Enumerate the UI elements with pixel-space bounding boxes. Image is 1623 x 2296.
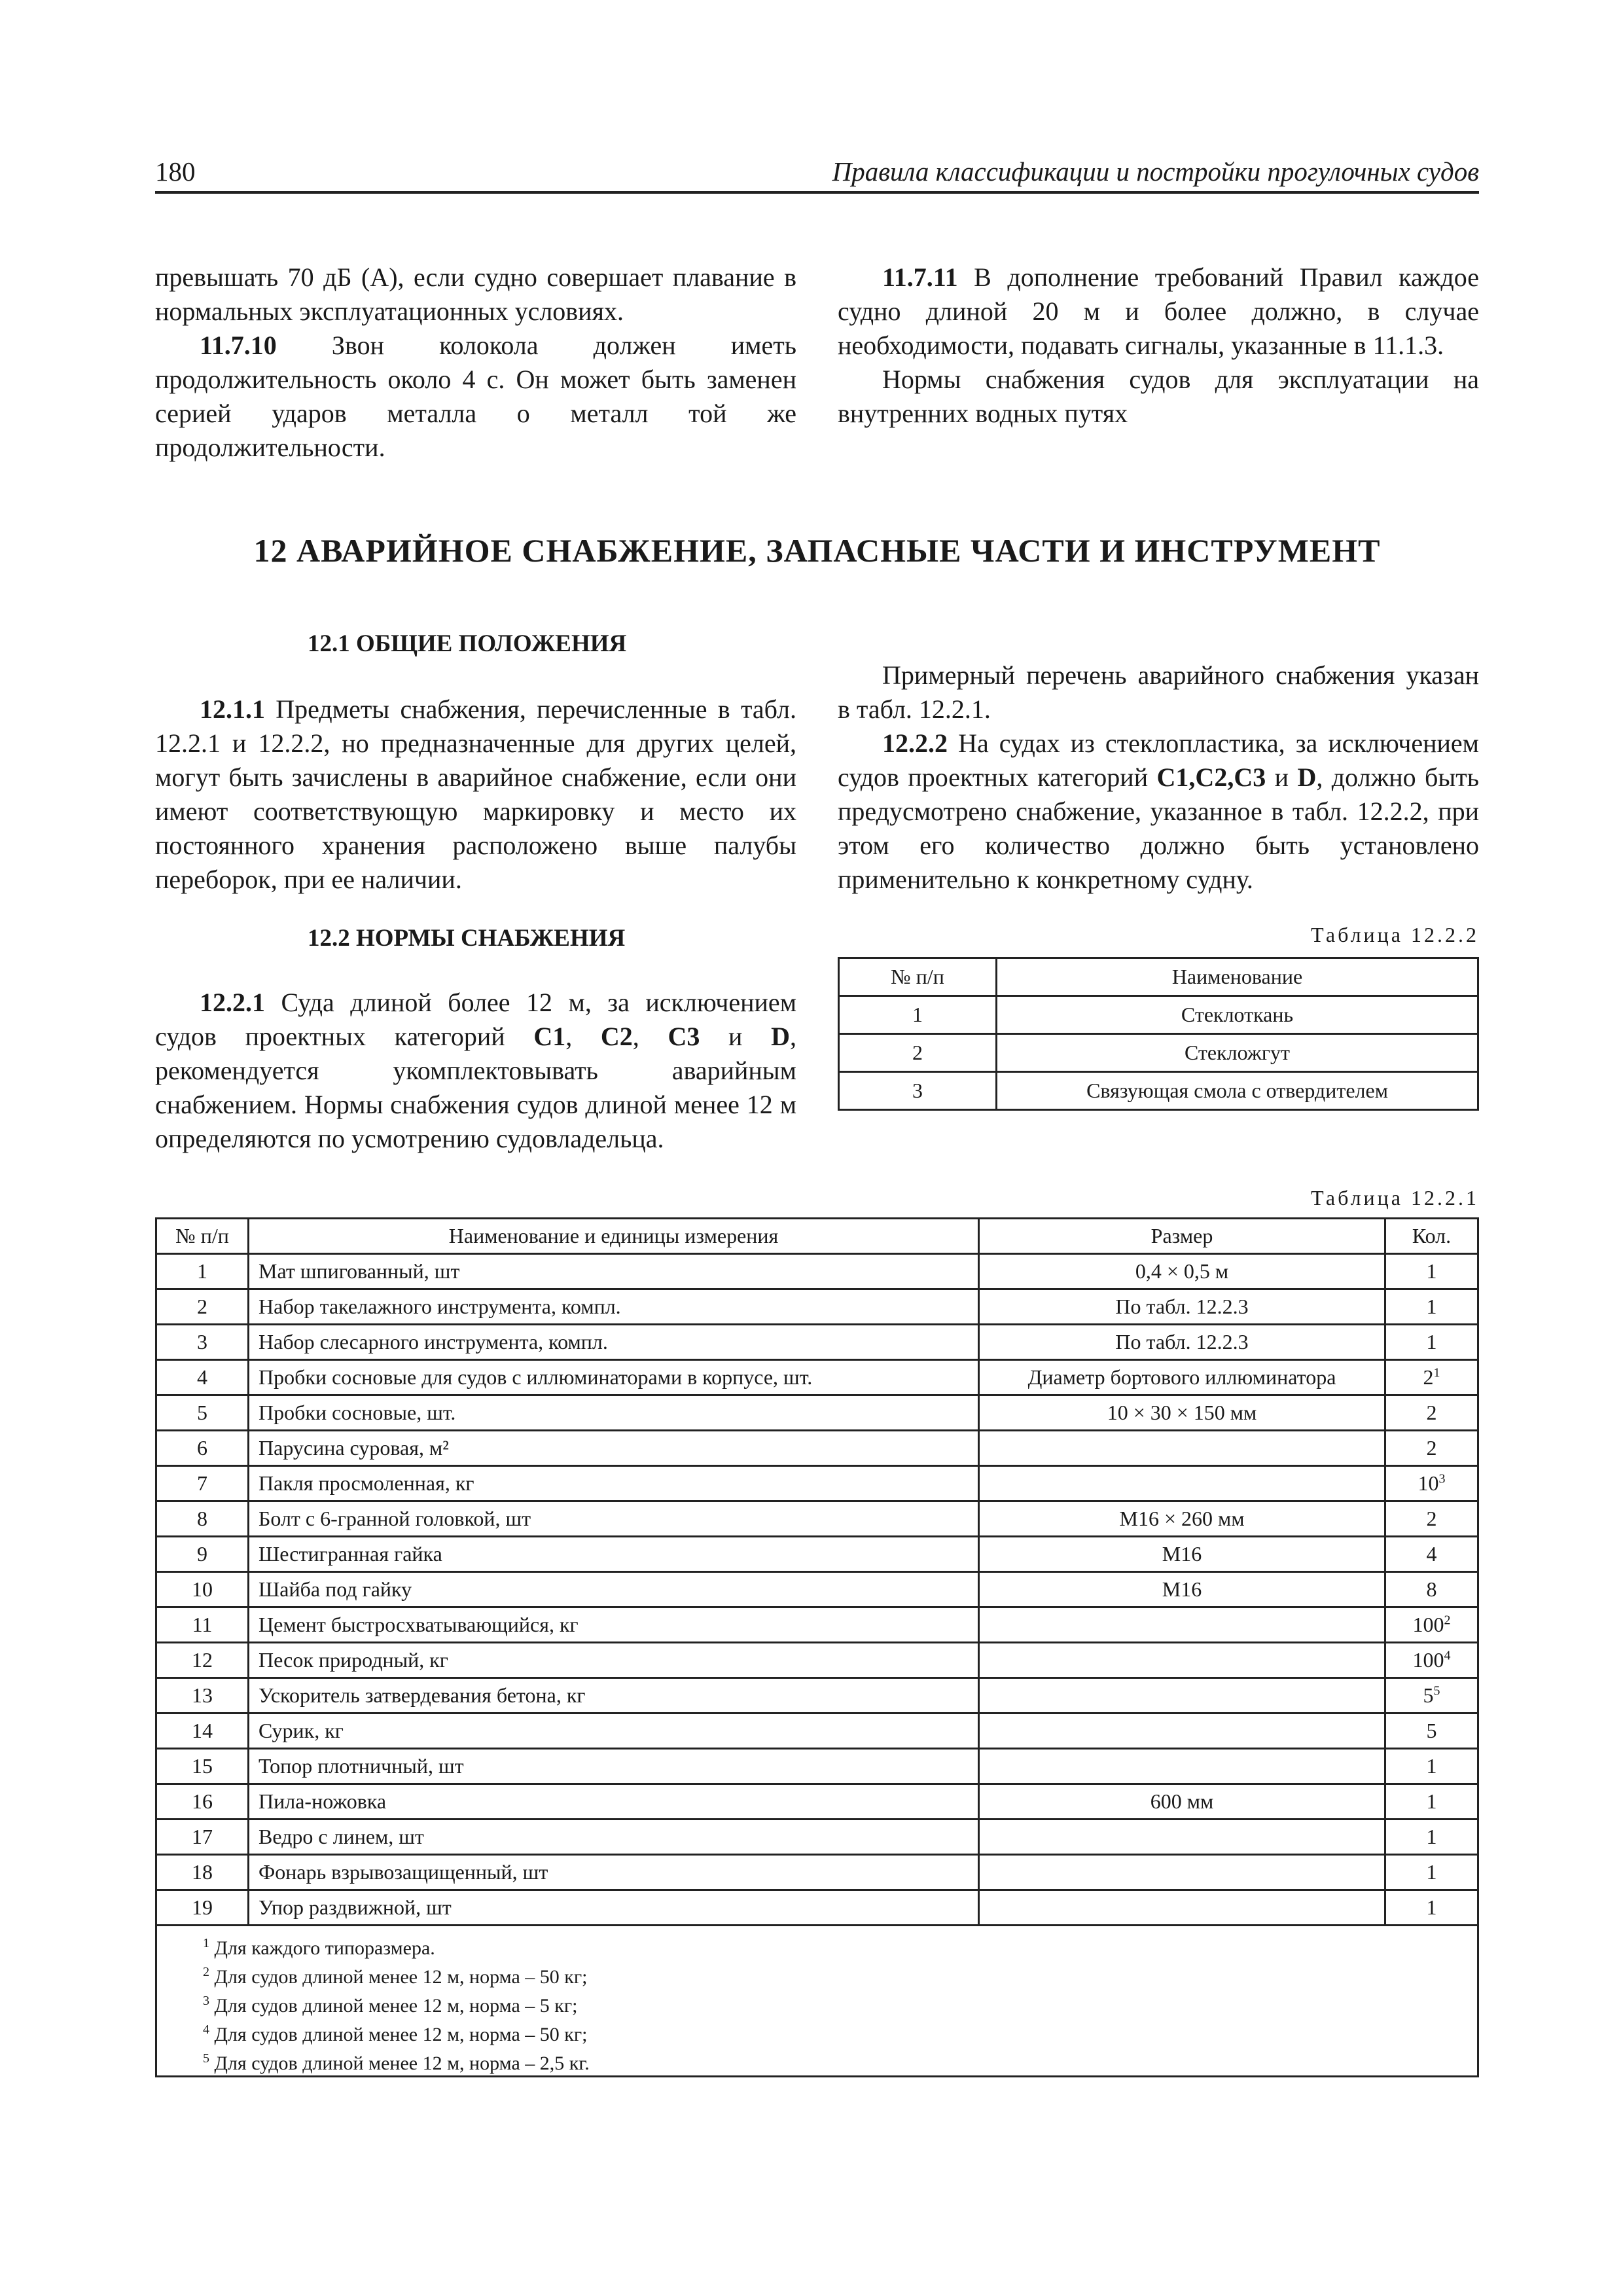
row-number-text: 6 — [197, 1436, 207, 1460]
row-quantity-text: 2 — [1426, 1436, 1437, 1460]
row-number-text: 2 — [197, 1295, 207, 1318]
clause-text: , должно быть предусмотрено снабжение, указанное в табл. 12.2.2, при этом его количество должно быть установлено применительно к конкретному судну. — [838, 762, 1480, 894]
row-number — [156, 1820, 249, 1855]
table-row — [156, 1254, 1478, 1289]
row-size — [979, 1678, 1385, 1713]
footnote-marker: 4 — [1444, 1648, 1451, 1663]
row-size — [979, 1890, 1385, 1926]
column-header: Наименование и единицы измерения — [249, 1219, 979, 1254]
row-name-text: Ведро с линем, шт — [259, 1825, 424, 1848]
footnote — [203, 2047, 1468, 2075]
row-quantity — [1385, 1254, 1478, 1289]
row-quantity-text: 4 — [1426, 1542, 1437, 1566]
clause-text: На судах из стеклопластика, за исключением судов проектных категорий — [838, 728, 1479, 792]
paragraph-11-7-11 — [838, 260, 1479, 363]
category-c2: C2 — [600, 1022, 633, 1051]
row-name-text: Набор слесарного инструмента, компл. — [259, 1330, 608, 1354]
paragraph-12-2-2 — [838, 726, 1479, 897]
clause-text: Суда длиной более 12 м, за исключением судов проектных категорий — [155, 988, 796, 1051]
row-number-text: 18 — [192, 1860, 213, 1884]
table-header-row — [156, 1219, 1478, 1254]
row-name — [249, 1607, 979, 1643]
clause-text: Предметы снабжения, перечисленные в табл. 12.2.1 и 12.2.2, но предназначенные для других целей, могут быть зачислены в аварийное снабжение, если они имеют соответствующую маркировку и место их постоянного хранения расположено выше палубы переборок, при ее наличии. — [155, 694, 796, 894]
column-header: № п/п — [156, 1219, 249, 1254]
row-number-text: 12 — [192, 1648, 213, 1672]
column-header: № п/п — [839, 958, 997, 996]
table-row — [156, 1890, 1478, 1926]
table-row — [156, 1325, 1478, 1360]
footnote-text: Для судов длиной менее 12 м, норма – 50 кг; — [209, 1966, 588, 1988]
table-12-2-1-caption: Таблица 12.2.1 — [1311, 1186, 1479, 1210]
row-size-text: 600 мм — [1150, 1789, 1214, 1813]
conjunction: и — [1266, 762, 1298, 792]
row-number — [156, 1607, 249, 1643]
row-number — [156, 1501, 249, 1537]
categories: C1,C2,C3 — [1156, 762, 1266, 792]
column-header: Наименование — [997, 958, 1478, 996]
row-size — [979, 1572, 1385, 1607]
row-size — [979, 1607, 1385, 1643]
category-d: D — [771, 1022, 791, 1051]
row-number — [156, 1678, 249, 1713]
row-name — [249, 1325, 979, 1360]
table-row — [156, 1749, 1478, 1784]
row-name-text: Шестигранная гайка — [259, 1542, 442, 1566]
paragraph-11-7-10 — [155, 329, 796, 465]
footnote-text: Для каждого типоразмера. — [209, 1937, 435, 1959]
row-number-text: 9 — [197, 1542, 207, 1566]
row-size — [979, 1855, 1385, 1890]
row-quantity-text: 100 — [1412, 1613, 1444, 1636]
row-number-text: 5 — [197, 1401, 207, 1424]
row-size — [979, 1713, 1385, 1749]
category-c1: C1 — [533, 1022, 566, 1051]
row-number — [156, 1713, 249, 1749]
clause-number: 11.7.11 — [882, 262, 958, 292]
chapter-title: 12 АВАРИЙНОЕ СНАБЖЕНИЕ, ЗАПАСНЫЕ ЧАСТИ И ИНСТРУМЕНТ — [253, 532, 1381, 569]
row-quantity-text: 1 — [1426, 1259, 1437, 1283]
row-number-text: 1 — [197, 1259, 207, 1283]
row-name — [249, 1713, 979, 1749]
row-size — [979, 1501, 1385, 1537]
row-name-text: Пила-ножовка — [259, 1789, 387, 1813]
row-quantity — [1385, 1643, 1478, 1678]
row-quantity-text: 2 — [1426, 1507, 1437, 1530]
footnote — [203, 1989, 1468, 2018]
row-quantity — [1385, 1466, 1478, 1501]
row-name — [249, 1501, 979, 1537]
table-row — [156, 1360, 1478, 1395]
row-quantity — [1385, 1325, 1478, 1360]
row-size — [979, 1749, 1385, 1784]
paragraph-12-1-1 — [155, 692, 796, 897]
row-number-text: 13 — [192, 1683, 213, 1707]
table-row — [156, 1289, 1478, 1325]
row-number: 3 — [839, 1072, 997, 1110]
section-12-2-body — [155, 986, 796, 1156]
row-quantity — [1385, 1395, 1478, 1431]
row-number — [156, 1855, 249, 1890]
row-number — [156, 1890, 249, 1926]
table-row — [156, 1572, 1478, 1607]
row-name: Связующая смола с отвердителем — [997, 1072, 1478, 1110]
row-name-text: Упор раздвижной, шт — [259, 1895, 452, 1919]
row-name — [249, 1643, 979, 1678]
table-row — [156, 1713, 1478, 1749]
section-title-12-1: 12.1 ОБЩИЕ ПОЛОЖЕНИЯ — [308, 630, 627, 657]
row-size — [979, 1395, 1385, 1431]
row-quantity — [1385, 1431, 1478, 1466]
row-number — [156, 1431, 249, 1466]
row-quantity — [1385, 1678, 1478, 1713]
column-header: Кол. — [1385, 1219, 1478, 1254]
row-quantity-text: 1 — [1426, 1330, 1437, 1354]
row-number-text: 8 — [197, 1507, 207, 1530]
row-name — [249, 1289, 979, 1325]
row-name-text: Болт с 6-гранной головкой, шт — [259, 1507, 531, 1530]
row-size — [979, 1431, 1385, 1466]
row-quantity-text: 10 — [1418, 1471, 1439, 1495]
row-size-text: Диаметр бортового иллюминатора — [1027, 1365, 1336, 1389]
row-name-text: Сурик, кг — [259, 1719, 344, 1742]
section-title-12-2: 12.2 НОРМЫ СНАБЖЕНИЯ — [308, 925, 626, 952]
row-quantity — [1385, 1820, 1478, 1855]
footnote-marker: 2 — [1444, 1613, 1451, 1628]
row-number-text: 11 — [192, 1613, 213, 1636]
row-number — [156, 1784, 249, 1820]
row-number: 2 — [839, 1034, 997, 1072]
row-number-text: 3 — [197, 1330, 207, 1354]
table-12-2-2-caption: Таблица 12.2.2 — [1311, 923, 1479, 946]
row-name — [249, 1254, 979, 1289]
row-name: Стеклоткань — [997, 996, 1478, 1034]
table-row — [156, 1537, 1478, 1572]
paragraph-continuation: превышать 70 дБ (А), если судно совершает плавание в нормальных эксплуатационных условиях. — [155, 262, 796, 326]
row-number — [156, 1749, 249, 1784]
footnote-marker: 5 — [1433, 1683, 1440, 1698]
row-number — [156, 1643, 249, 1678]
table-row — [839, 996, 1478, 1034]
row-name-text: Парусина суровая, м² — [259, 1436, 449, 1460]
category-d: D — [1297, 762, 1317, 792]
row-quantity — [1385, 1607, 1478, 1643]
row-name — [249, 1431, 979, 1466]
table-row — [156, 1820, 1478, 1855]
table-row — [156, 1431, 1478, 1466]
row-name-text: Набор такелажного инструмента, компл. — [259, 1295, 621, 1318]
row-number-text: 7 — [197, 1471, 207, 1495]
row-number-text: 16 — [192, 1789, 213, 1813]
row-quantity-text: 5 — [1426, 1719, 1437, 1742]
row-number-text: 19 — [192, 1895, 213, 1919]
row-name-text: Топор плотничный, шт — [259, 1754, 464, 1778]
footnote-text: Для судов длиной менее 12 м, норма – 5 кг; — [209, 1995, 578, 2017]
row-name — [249, 1572, 979, 1607]
row-size-text: М16 × 260 мм — [1119, 1507, 1245, 1530]
row-number-text: 15 — [192, 1754, 213, 1778]
row-quantity-text: 1 — [1426, 1825, 1437, 1848]
row-quantity-text: 1 — [1426, 1860, 1437, 1884]
footnote-text: Для судов длиной менее 12 м, норма – 2,5 кг. — [209, 2053, 590, 2074]
section-12-1-body — [155, 692, 796, 897]
row-quantity — [1385, 1289, 1478, 1325]
row-quantity-text: 1 — [1426, 1789, 1437, 1813]
separator: , — [565, 1022, 601, 1051]
row-size — [979, 1537, 1385, 1572]
row-name-text: Пробки сосновые для судов с иллюминаторами в корпусе, шт. — [259, 1365, 813, 1389]
row-number — [156, 1395, 249, 1431]
row-size-text: 10 × 30 × 150 мм — [1107, 1401, 1257, 1424]
row-quantity — [1385, 1360, 1478, 1395]
row-size-text: 0,4 × 0,5 м — [1135, 1259, 1229, 1283]
row-number-text: 17 — [192, 1825, 213, 1848]
row-size-text: М16 — [1162, 1577, 1202, 1601]
row-quantity-text: 2 — [1423, 1365, 1434, 1389]
table-header-row — [839, 958, 1478, 996]
conjunction: и — [700, 1022, 772, 1051]
row-name — [249, 1466, 979, 1501]
row-quantity — [1385, 1501, 1478, 1537]
row-quantity — [1385, 1784, 1478, 1820]
row-number-text: 10 — [192, 1577, 213, 1601]
right-mid-column — [838, 658, 1479, 897]
left-top-column — [155, 260, 796, 465]
footnote-marker: 1 — [1433, 1365, 1440, 1380]
table-row — [156, 1784, 1478, 1820]
row-size — [979, 1254, 1385, 1289]
row-size — [979, 1289, 1385, 1325]
row-size-text: По табл. 12.2.3 — [1115, 1330, 1249, 1354]
row-quantity-text: 2 — [1426, 1401, 1437, 1424]
footnote-marker: 5 — [203, 2051, 209, 2066]
footnote-marker: 3 — [1438, 1471, 1446, 1486]
row-number — [156, 1325, 249, 1360]
table-12-2-1 — [155, 1217, 1479, 2077]
table-notes — [156, 1926, 1478, 2077]
table-row — [156, 1855, 1478, 1890]
row-quantity — [1385, 1572, 1478, 1607]
row-size-text: М16 — [1162, 1542, 1202, 1566]
footnote-marker: 2 — [203, 1965, 209, 1979]
row-quantity-text: 1 — [1426, 1295, 1437, 1318]
row-quantity-text: 100 — [1412, 1648, 1444, 1672]
row-size — [979, 1820, 1385, 1855]
row-number — [156, 1572, 249, 1607]
row-name — [249, 1678, 979, 1713]
row-number: 1 — [839, 996, 997, 1034]
footnote — [203, 2018, 1468, 2047]
clause-number: 11.7.10 — [200, 331, 277, 360]
footnote-text: Для судов длиной менее 12 м, норма – 50 кг; — [209, 2024, 588, 2045]
row-name-text: Ускоритель затвердевания бетона, кг — [259, 1683, 586, 1707]
page-number: 180 — [155, 156, 196, 187]
row-quantity — [1385, 1749, 1478, 1784]
table-row — [156, 1466, 1478, 1501]
row-name — [249, 1537, 979, 1572]
row-number — [156, 1466, 249, 1501]
row-name — [249, 1395, 979, 1431]
footnote — [203, 1960, 1468, 1989]
category-c3: C3 — [668, 1022, 700, 1051]
paragraph-12-2-1 — [155, 986, 796, 1156]
row-number — [156, 1254, 249, 1289]
running-title: Правила классификации и постройки прогулочных судов — [832, 156, 1479, 187]
row-name — [249, 1890, 979, 1926]
row-name-text: Мат шпигованный, шт — [259, 1259, 460, 1283]
row-size-text: По табл. 12.2.3 — [1115, 1295, 1249, 1318]
row-number — [156, 1360, 249, 1395]
row-name — [249, 1784, 979, 1820]
separator: , — [632, 1022, 668, 1051]
table-notes-row — [156, 1926, 1478, 2077]
clause-number: 12.2.1 — [200, 988, 265, 1017]
row-number-text: 4 — [197, 1365, 207, 1389]
table-row — [156, 1607, 1478, 1643]
clause-number: 12.2.2 — [882, 728, 948, 758]
footnote — [203, 1931, 1468, 1960]
row-name-text: Фонарь взрывозащищенный, шт — [259, 1860, 548, 1884]
row-number — [156, 1289, 249, 1325]
clause-text: В дополнение требований Правил каждое судно длиной 20 м и более должно, в случае необходимости, подавать сигналы, указанные в 11.1.3. — [838, 262, 1479, 360]
row-name — [249, 1749, 979, 1784]
row-size — [979, 1643, 1385, 1678]
row-name-text: Шайба под гайку — [259, 1577, 412, 1601]
table-row — [839, 1034, 1478, 1072]
table-row — [156, 1395, 1478, 1431]
table-row — [156, 1501, 1478, 1537]
row-quantity — [1385, 1713, 1478, 1749]
footnote-marker: 4 — [203, 2022, 209, 2037]
row-quantity-text: 5 — [1423, 1683, 1434, 1707]
row-name — [249, 1360, 979, 1395]
page-header — [155, 149, 1479, 194]
row-quantity — [1385, 1537, 1478, 1572]
row-number — [156, 1537, 249, 1572]
row-name — [249, 1820, 979, 1855]
row-size — [979, 1325, 1385, 1360]
table-row — [839, 1072, 1478, 1110]
row-name — [249, 1855, 979, 1890]
row-size — [979, 1784, 1385, 1820]
table-12-2-2 — [838, 957, 1479, 1111]
right-top-column — [838, 260, 1479, 431]
row-quantity — [1385, 1890, 1478, 1926]
row-size — [979, 1360, 1385, 1395]
row-quantity — [1385, 1855, 1478, 1890]
row-name-text: Пакля просмоленная, кг — [259, 1471, 474, 1495]
row-number-text: 14 — [192, 1719, 213, 1742]
clause-number: 12.1.1 — [200, 694, 265, 724]
row-quantity-text: 8 — [1426, 1577, 1437, 1601]
table-row — [156, 1678, 1478, 1713]
paragraph-inland-norms: Нормы снабжения судов для эксплуатации на внутренних водных путях — [838, 365, 1479, 428]
footnote-marker: 1 — [203, 1936, 209, 1950]
footnote-marker: 3 — [203, 1994, 209, 2008]
clause-text: Звон колокола должен иметь продолжительность около 4 с. Он может быть заменен серией ударов металла о металл той же продолжительности. — [155, 331, 796, 462]
table-row — [156, 1643, 1478, 1678]
clause-text: , рекомендуется укомплектовывать аварийным снабжением. Нормы снабжения судов длиной менее 12 м определяются по усмотрению судовладельца. — [155, 1022, 797, 1153]
row-quantity-text: 1 — [1426, 1754, 1437, 1778]
row-name-text: Пробки сосновые, шт. — [259, 1401, 456, 1424]
row-name: Стекложгут — [997, 1034, 1478, 1072]
row-size — [979, 1466, 1385, 1501]
paragraph-example-list: Примерный перечень аварийного снабжения указан в табл. 12.2.1. — [838, 660, 1479, 724]
column-header: Размер — [979, 1219, 1385, 1254]
row-name-text: Песок природный, кг — [259, 1648, 448, 1672]
row-quantity-text: 1 — [1426, 1895, 1437, 1919]
row-name-text: Цемент быстросхватывающийся, кг — [259, 1613, 579, 1636]
